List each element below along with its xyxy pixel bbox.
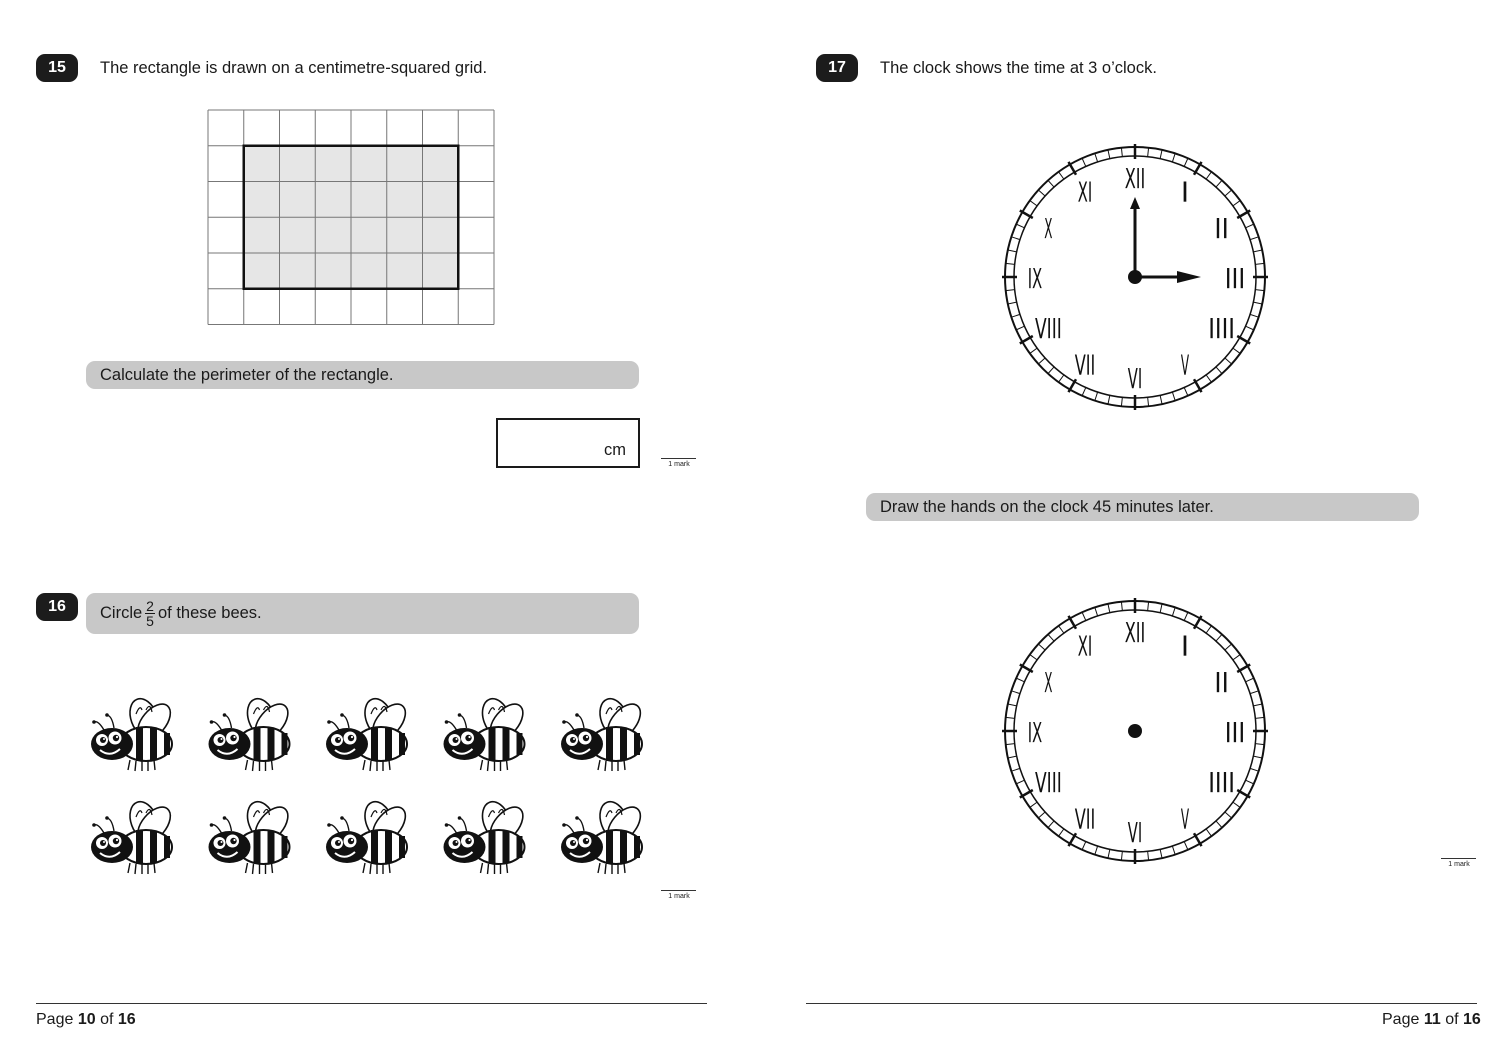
bee-icon[interactable]	[561, 798, 647, 874]
page-number-right	[1382, 1011, 1481, 1029]
bee-icon[interactable]	[326, 695, 412, 771]
clock-numeral: II	[1214, 666, 1229, 699]
answer-unit: cm	[604, 441, 626, 459]
question-number-15: 15	[36, 54, 78, 82]
page-of: of	[1445, 1011, 1459, 1028]
clock-three-oclock	[1003, 145, 1267, 409]
page-number-left	[36, 1011, 136, 1029]
fraction-numerator: 2	[146, 598, 154, 614]
clock-numeral: V	[1180, 802, 1190, 836]
clock-numeral: XII	[1124, 616, 1146, 649]
question-number-16: 16	[36, 593, 78, 621]
question-15-text: The rectangle is drawn on a centimetre-squared grid.	[100, 59, 488, 77]
clock-numeral: II	[1214, 212, 1229, 245]
mark-label-15: 1 mark	[668, 461, 690, 468]
clock-numeral: XI	[1077, 175, 1093, 209]
question-16-text-before: Circle	[100, 604, 143, 622]
clock-numeral: VII	[1074, 802, 1096, 836]
blank-clock-answer[interactable]	[1003, 599, 1267, 863]
mark-line-17	[1441, 858, 1476, 859]
clock-numeral: III	[1224, 716, 1246, 749]
question-16-text-after: of these bees.	[157, 604, 262, 622]
question-number-17: 17	[816, 54, 858, 82]
page-total: 16	[117, 1011, 136, 1028]
clock-numeral: VIII	[1034, 766, 1062, 799]
clock-numeral: V	[1180, 348, 1190, 382]
bee-icon[interactable]	[91, 695, 177, 771]
clock-center-dot	[1128, 724, 1142, 738]
clock-numeral: IIII	[1208, 766, 1236, 799]
footer-rule-left	[36, 1003, 707, 1004]
bee-icon[interactable]	[444, 695, 530, 771]
instruction-bar-17	[866, 493, 1419, 521]
clock-numeral: IX	[1027, 716, 1043, 749]
page-total: 16	[1463, 1011, 1481, 1028]
clock-numeral: XI	[1077, 629, 1093, 663]
clock-numeral: X	[1044, 212, 1053, 245]
bee-icon[interactable]	[561, 695, 647, 771]
fraction-denominator: 5	[146, 613, 154, 629]
footer-rule-right	[806, 1003, 1477, 1004]
question-17-instruction: Draw the hands on the clock 45 minutes later.	[880, 497, 1214, 516]
mark-label-17: 1 mark	[1448, 861, 1470, 868]
page-current: 10	[77, 1011, 96, 1028]
question-15-instruction: Calculate the perimeter of the rectangle.	[100, 365, 394, 384]
clock-numeral: VII	[1074, 348, 1096, 382]
clock-numeral: IIII	[1208, 312, 1236, 345]
clock-numeral: X	[1044, 666, 1053, 699]
clock-numeral: VI	[1127, 816, 1143, 849]
clock-numeral: IX	[1027, 262, 1043, 295]
bee-icon[interactable]	[209, 695, 295, 771]
clock-numeral: I	[1180, 175, 1190, 209]
bee-icon[interactable]	[91, 798, 177, 874]
bee-icon[interactable]	[444, 798, 530, 874]
page-of: of	[100, 1011, 114, 1028]
page-label: Page	[1382, 1011, 1420, 1028]
page-current: 11	[1423, 1011, 1441, 1028]
question-17-text: The clock shows the time at 3 o’clock.	[880, 59, 1157, 77]
mark-label-16: 1 mark	[668, 893, 690, 900]
clock-numeral: III	[1224, 262, 1246, 295]
clock-numeral: VI	[1127, 362, 1143, 395]
page-label: Page	[36, 1011, 74, 1028]
clock-numeral: VIII	[1034, 312, 1062, 345]
bee-icon[interactable]	[209, 798, 295, 874]
clock-numeral: I	[1180, 629, 1190, 663]
mark-line-16	[661, 890, 696, 891]
clock-center-dot	[1128, 270, 1142, 284]
bee-icon[interactable]	[326, 798, 412, 874]
clock-numeral: XII	[1124, 162, 1146, 195]
